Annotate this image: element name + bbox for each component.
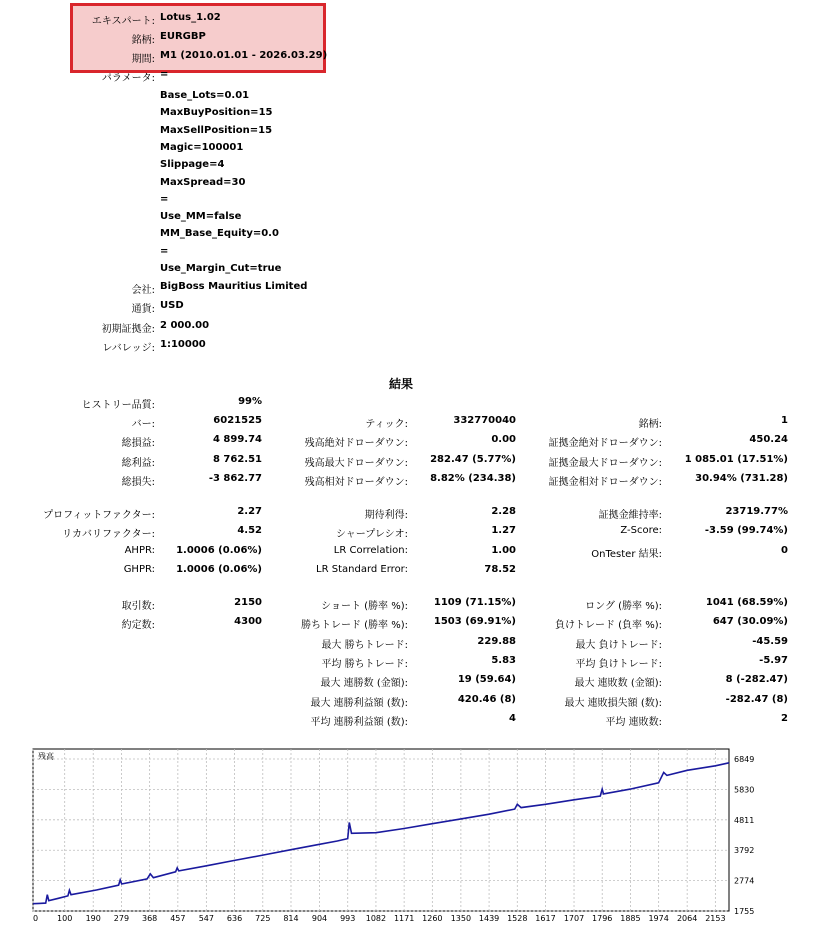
x-tick-label: 1707	[563, 914, 585, 923]
result-label: ティック:	[365, 419, 408, 430]
result-label: 約定数:	[121, 620, 155, 632]
x-tick-label: 547	[198, 914, 215, 923]
x-tick-label: 1796	[592, 914, 613, 923]
result-value: 8 762.51	[212, 453, 262, 465]
info-label-0: 会社:	[131, 285, 155, 296]
x-tick-label: 1439	[478, 914, 500, 923]
result-value: -282.47 (8)	[725, 693, 788, 705]
result-label: 総利益:	[121, 457, 155, 469]
y-tick-label: 3792	[734, 846, 755, 856]
result-value: 30.94% (731.28)	[695, 472, 788, 484]
x-tick-label: 1260	[422, 914, 443, 923]
result-value: 1.0006 (0.06%)	[176, 544, 262, 556]
x-tick-label: 993	[340, 914, 356, 923]
x-tick-label: 1528	[507, 914, 528, 923]
result-label: バー:	[131, 419, 155, 430]
info-label-1: 通貨:	[131, 304, 155, 316]
result-label: 最大 連勝利益額 (数):	[310, 697, 408, 709]
result-label: 総損益:	[121, 438, 155, 450]
result-value: 0	[781, 544, 788, 556]
result-value: 4 899.74	[212, 434, 262, 446]
param-item: Slippage=4	[160, 159, 225, 171]
result-value: 1109 (71.15%)	[433, 597, 516, 608]
result-label: Z-Score:	[620, 525, 662, 537]
header-value-0: Lotus_1.02	[160, 12, 221, 23]
x-tick-label: 1082	[365, 914, 387, 923]
x-tick-label: 457	[170, 914, 186, 923]
result-label: ショート (勝率 %):	[321, 601, 408, 612]
header-label-0: エキスパート:	[91, 16, 155, 27]
result-label: 最大 勝ちトレード:	[321, 639, 408, 651]
result-label: 取引数:	[121, 601, 155, 612]
param-item: Base_Lots=0.01	[160, 90, 250, 101]
chart-title: 残高	[38, 752, 54, 761]
y-tick-label: 4811	[734, 815, 755, 825]
result-value: -3.59 (99.74%)	[704, 525, 788, 537]
result-value: 1503 (69.91%)	[433, 616, 516, 628]
y-tick-label: 5830	[734, 785, 755, 795]
x-tick-label: 279	[113, 914, 130, 923]
y-tick-label: 6849	[734, 755, 755, 764]
result-value: 1.0006 (0.06%)	[176, 563, 262, 575]
result-value: 78.52	[484, 563, 516, 575]
result-label: 平均 連敗数:	[605, 716, 662, 728]
result-value: 8 (-282.47)	[725, 674, 788, 686]
x-tick-label: 368	[141, 914, 158, 923]
result-label: 残高絶対ドローダウン:	[304, 438, 408, 450]
history-quality-label: ヒストリー品質:	[81, 400, 155, 411]
result-label: ロング (勝率 %):	[585, 601, 662, 612]
param-item: Magic=100001	[160, 141, 244, 153]
result-value: 1	[781, 415, 788, 426]
result-label: 平均 勝ちトレード:	[321, 658, 408, 670]
result-value: 23719.77%	[725, 506, 788, 517]
param-item: Use_MM=false	[160, 211, 242, 223]
x-tick-label: 1617	[535, 914, 556, 923]
result-value: 2.28	[491, 506, 516, 517]
result-value: 229.88	[477, 635, 516, 647]
result-label: 負けトレード (負率 %):	[554, 620, 662, 632]
header-label-3: パラメータ:	[101, 73, 155, 84]
result-value: 6021525	[213, 415, 262, 426]
x-tick-label: 190	[85, 914, 101, 923]
balance-chart	[0, 740, 816, 944]
history-quality-value: 99%	[238, 396, 262, 407]
result-value: -45.59	[752, 635, 788, 647]
result-value: 2.27	[237, 506, 262, 517]
result-label: 証拠金絶対ドローダウン:	[548, 438, 662, 450]
x-tick-label: 100	[57, 914, 73, 923]
result-value: 420.46 (8)	[457, 693, 516, 705]
result-value: 2	[781, 712, 788, 724]
result-label: 総損失:	[121, 476, 155, 488]
result-value: 1.27	[491, 525, 516, 537]
header-value-1: EURGBP	[160, 31, 206, 42]
result-value: 0.00	[491, 434, 516, 446]
result-value: 450.24	[749, 434, 788, 446]
result-label: リカバリファクター:	[62, 529, 155, 541]
result-value: 2150	[234, 597, 262, 608]
y-axis-ticks	[734, 755, 754, 916]
result-value: 1041 (68.59%)	[705, 597, 788, 608]
result-label: AHPR:	[124, 544, 155, 556]
info-value-2: 2 000.00	[160, 319, 210, 331]
result-label: 最大 連勝数 (金額):	[320, 678, 408, 690]
param-item: =	[160, 193, 169, 205]
y-tick-label: 2774	[734, 876, 755, 886]
result-value: 1 085.01 (17.51%)	[684, 453, 788, 465]
result-label: 期待利得:	[364, 510, 408, 521]
param-item: MM_Base_Equity=0.0	[160, 228, 279, 240]
result-label: LR Standard Error:	[316, 563, 408, 575]
x-tick-label: 0	[33, 914, 39, 923]
chart-plot-area	[33, 749, 729, 911]
result-label: 最大 連敗損失額 (数):	[564, 697, 662, 709]
info-value-3: 1:10000	[160, 338, 206, 350]
result-label: OnTester 結果:	[591, 548, 662, 560]
result-value: 4	[509, 712, 516, 724]
x-tick-label: 904	[311, 914, 328, 923]
result-label: 最大 負けトレード:	[575, 639, 662, 651]
x-tick-label: 1171	[393, 914, 415, 923]
result-label: プロフィットファクター:	[43, 510, 155, 521]
result-value: 4300	[234, 616, 262, 628]
result-value: 1.00	[491, 544, 516, 556]
result-label: GHPR:	[123, 563, 155, 575]
result-value: 8.82% (234.38)	[430, 472, 516, 484]
x-tick-label: 1974	[648, 914, 669, 923]
header-label-2: 期間:	[131, 54, 155, 65]
result-label: 最大 連敗数 (金額):	[574, 678, 662, 690]
result-value: -5.97	[759, 654, 788, 666]
result-label: 銘柄:	[638, 419, 662, 430]
result-value: 4.52	[237, 525, 262, 537]
param-item: MaxSpread=30	[160, 176, 246, 188]
info-label-2: 初期証拠金:	[101, 323, 155, 335]
result-label: LR Correlation:	[333, 544, 408, 556]
param-item: Use_Margin_Cut=true	[160, 263, 282, 274]
result-label: 平均 連勝利益額 (数):	[310, 716, 408, 728]
result-value: 19 (59.64)	[457, 674, 516, 686]
result-value: 647 (30.09%)	[712, 616, 788, 628]
x-tick-label: 1885	[620, 914, 641, 923]
results-title: 結果	[389, 377, 414, 391]
header-value-3: =	[160, 69, 169, 80]
result-label: 証拠金最大ドローダウン:	[548, 457, 662, 469]
x-tick-label: 2064	[676, 914, 698, 923]
info-value-0: BigBoss Mauritius Limited	[160, 281, 308, 292]
x-tick-label: 636	[226, 914, 243, 923]
result-label: 証拠金維持率:	[598, 510, 662, 521]
param-item: =	[160, 245, 169, 257]
param-item: MaxSellPosition=15	[160, 124, 273, 136]
result-label: 残高相対ドローダウン:	[304, 476, 408, 488]
x-tick-label: 1350	[450, 914, 472, 923]
result-label: 残高最大ドローダウン:	[304, 457, 408, 469]
result-value: 332770040	[453, 415, 516, 426]
header-value-2: M1 (2010.01.01 - 2026.03.29)	[160, 50, 328, 61]
x-tick-label: 725	[255, 914, 271, 923]
x-tick-label: 814	[283, 914, 299, 923]
param-item: MaxBuyPosition=15	[160, 107, 273, 119]
x-tick-label: 2153	[705, 914, 726, 923]
result-value: 282.47 (5.77%)	[430, 453, 516, 465]
result-label: 勝ちトレード (勝率 %):	[300, 620, 408, 632]
result-label: 証拠金相対ドローダウン:	[548, 476, 662, 488]
info-label-3: レバレッジ:	[102, 342, 155, 354]
y-tick-label: 1755	[734, 907, 755, 916]
info-value-1: USD	[160, 300, 184, 312]
result-label: 平均 負けトレード:	[575, 658, 662, 670]
result-label: シャープレシオ:	[335, 529, 408, 541]
header-label-1: 銘柄:	[131, 35, 155, 46]
result-value: 5.83	[491, 654, 516, 666]
x-axis-ticks	[33, 914, 726, 923]
result-value: -3 862.77	[208, 472, 262, 484]
